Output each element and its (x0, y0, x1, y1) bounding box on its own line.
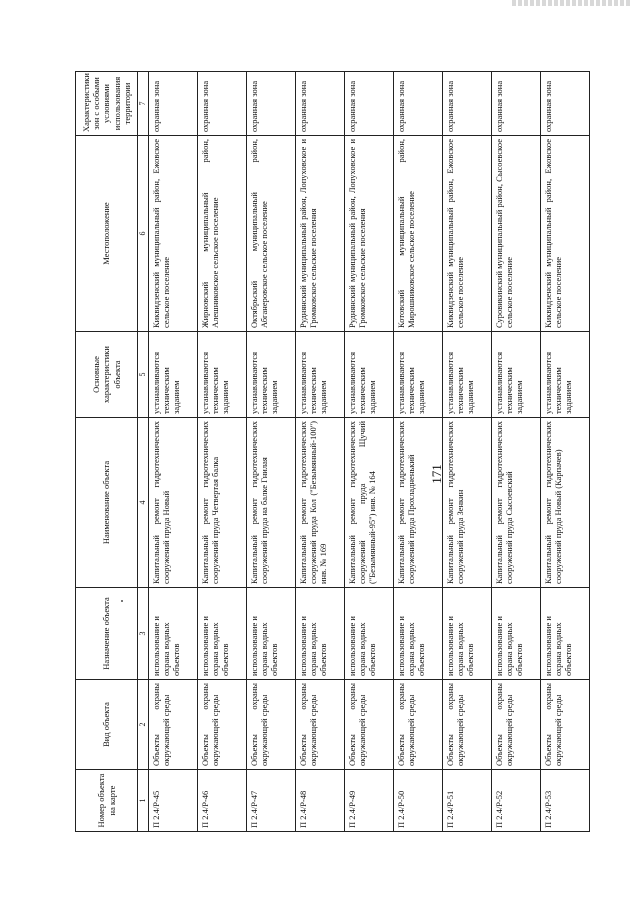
object-characteristics: устанавливаются техническим заданием (295, 332, 344, 418)
zone-characteristics: охранная зона (442, 72, 491, 136)
object-name: Капитальный ремонт гидротехнических сооружений пруда на балке Гнилая (246, 418, 295, 588)
object-number: П 2.4/Р-49 (344, 770, 393, 832)
object-characteristics: устанавливаются техническим заданием (197, 332, 246, 418)
object-name: Капитальный ремонт гидротехнических сооружений пруда Новый (Карпачев) (540, 418, 589, 588)
column-number: 3 (138, 588, 149, 680)
object-characteristics: устанавливаются техническим заданием (393, 332, 442, 418)
column-number: 4 (138, 418, 149, 588)
object-characteristics: устанавливаются техническим заданием (344, 332, 393, 418)
object-purpose: использование и охрана водных объектов (540, 588, 589, 680)
zone-characteristics: охранная зона (344, 72, 393, 136)
table-row (393, 72, 442, 832)
object-name: Капитальный ремонт гидротехнических сооружений пруда Новый (148, 418, 197, 588)
object-purpose: использование и охрана водных объектов (295, 588, 344, 680)
table-row (344, 72, 393, 832)
object-number: П 2.4/Р-50 (393, 770, 442, 832)
object-purpose: использование и охрана водных объектов (393, 588, 442, 680)
object-location: Жирновский муниципальный район, Алешниковское сельское поселение (197, 136, 246, 332)
page-number: 171 (429, 464, 444, 484)
object-purpose: использование и охрана водных объектов (246, 588, 295, 680)
object-kind: Объекты охраны окружающей среды (246, 680, 295, 770)
object-number: П 2.4/Р-45 (148, 770, 197, 832)
header-cell: Местоположение (76, 136, 138, 332)
object-number: П 2.4/Р-53 (540, 770, 589, 832)
object-purpose: использование и охрана водных объектов (148, 588, 197, 680)
object-kind: Объекты охраны окружающей среды (295, 680, 344, 770)
object-name: Капитальный ремонт гидротехнических сооружений пруда Прохладненький (393, 418, 442, 588)
column-number: 1 (138, 770, 149, 832)
object-characteristics: устанавливаются техническим заданием (442, 332, 491, 418)
zone-characteristics: охранная зона (393, 72, 442, 136)
object-purpose: использование и охрана водных объектов (344, 588, 393, 680)
header-cell: Номер объекта на карте (76, 770, 138, 832)
object-location: Киквидзенский муниципальный район, Ежовское сельское поселение (442, 136, 491, 332)
object-characteristics: устанавливаются техническим заданием (246, 332, 295, 418)
column-number: 6 (138, 136, 149, 332)
table-row (295, 72, 344, 832)
zone-characteristics: охранная зона (491, 72, 540, 136)
scan-mark (512, 0, 632, 6)
object-number: П 2.4/Р-51 (442, 770, 491, 832)
object-purpose: использование и охрана водных объектов (442, 588, 491, 680)
object-characteristics: устанавливаются техническим заданием (540, 332, 589, 418)
column-number: 2 (138, 680, 149, 770)
header-cell: Назначение объекта (76, 588, 138, 680)
header-cell: Основные характеристики объекта (76, 332, 138, 418)
table-row (246, 72, 295, 832)
table-row (491, 72, 540, 832)
object-purpose: использование и охрана водных объектов (197, 588, 246, 680)
header-cell: Наименование объекта (76, 418, 138, 588)
object-kind: Объекты охраны окружающей среды (393, 680, 442, 770)
object-name: Капитальный ремонт гидротехнических сооружений пруда Четвертая балка (197, 418, 246, 588)
object-kind: Объекты охраны окружающей среды (540, 680, 589, 770)
column-number-row (138, 72, 149, 832)
column-number: 5 (138, 332, 149, 418)
object-kind: Объекты охраны окружающей среды (148, 680, 197, 770)
zone-characteristics: охранная зона (540, 72, 589, 136)
table-row (540, 72, 589, 832)
zone-characteristics: охранная зона (246, 72, 295, 136)
table-row (148, 72, 197, 832)
object-purpose: использование и охрана водных объектов (491, 588, 540, 680)
object-location: Руднянский муниципальный район, Лопуховское и Громковское сельские поселения (295, 136, 344, 332)
object-kind: Объекты охраны окружающей среды (344, 680, 393, 770)
object-name: Капитальный ремонт гидротехнических сооружений пруда Сысоевский (491, 418, 540, 588)
object-name: Капитальный ремонт гидротехнических сооружений пруда Щучий ("Безымянный-95") инв. № 164 (344, 418, 393, 588)
object-location: Руднянский муниципальный район, Лопуховское и Громковское сельские поселения (344, 136, 393, 332)
object-location: Суровикинский муниципальный район, Сысоевское сельское поселение (491, 136, 540, 332)
table-row (197, 72, 246, 832)
header-row (76, 72, 138, 832)
column-number: 7 (138, 72, 149, 136)
object-number: П 2.4/Р-47 (246, 770, 295, 832)
object-location: Киквидзенский муниципальный район, Ежовское сельское поселение (148, 136, 197, 332)
object-name: Капитальный ремонт гидротехнических сооружений пруда Зенкин (442, 418, 491, 588)
zone-characteristics: охранная зона (197, 72, 246, 136)
zone-characteristics: охранная зона (295, 72, 344, 136)
object-name: Капитальный ремонт гидротехнических сооружений пруда Кол ("Безымянный-100") инв. № 169 (295, 418, 344, 588)
object-location: Котовский муниципальный район, Мирошниковское сельское поселение (393, 136, 442, 332)
object-location: Киквидзенский муниципальный район, Ежовское сельское поселение (540, 136, 589, 332)
objects-table (75, 71, 590, 832)
object-location: Октябрьский муниципальный район, Абганеровское сельское поселение (246, 136, 295, 332)
rotated-table-container (75, 72, 573, 832)
object-number: П 2.4/Р-52 (491, 770, 540, 832)
object-kind: Объекты охраны окружающей среды (491, 680, 540, 770)
header-cell: Характеристики зон с особыми условиями использования территории (76, 72, 138, 136)
header-cell: Вид объекта (76, 680, 138, 770)
table-row (442, 72, 491, 832)
object-kind: Объекты охраны окружающей среды (197, 680, 246, 770)
zone-characteristics: охранная зона (148, 72, 197, 136)
object-kind: Объекты охраны окружающей среды (442, 680, 491, 770)
object-characteristics: устанавливаются техническим заданием (491, 332, 540, 418)
object-number: П 2.4/Р-48 (295, 770, 344, 832)
object-number: П 2.4/Р-46 (197, 770, 246, 832)
object-characteristics: устанавливаются техническим заданием (148, 332, 197, 418)
